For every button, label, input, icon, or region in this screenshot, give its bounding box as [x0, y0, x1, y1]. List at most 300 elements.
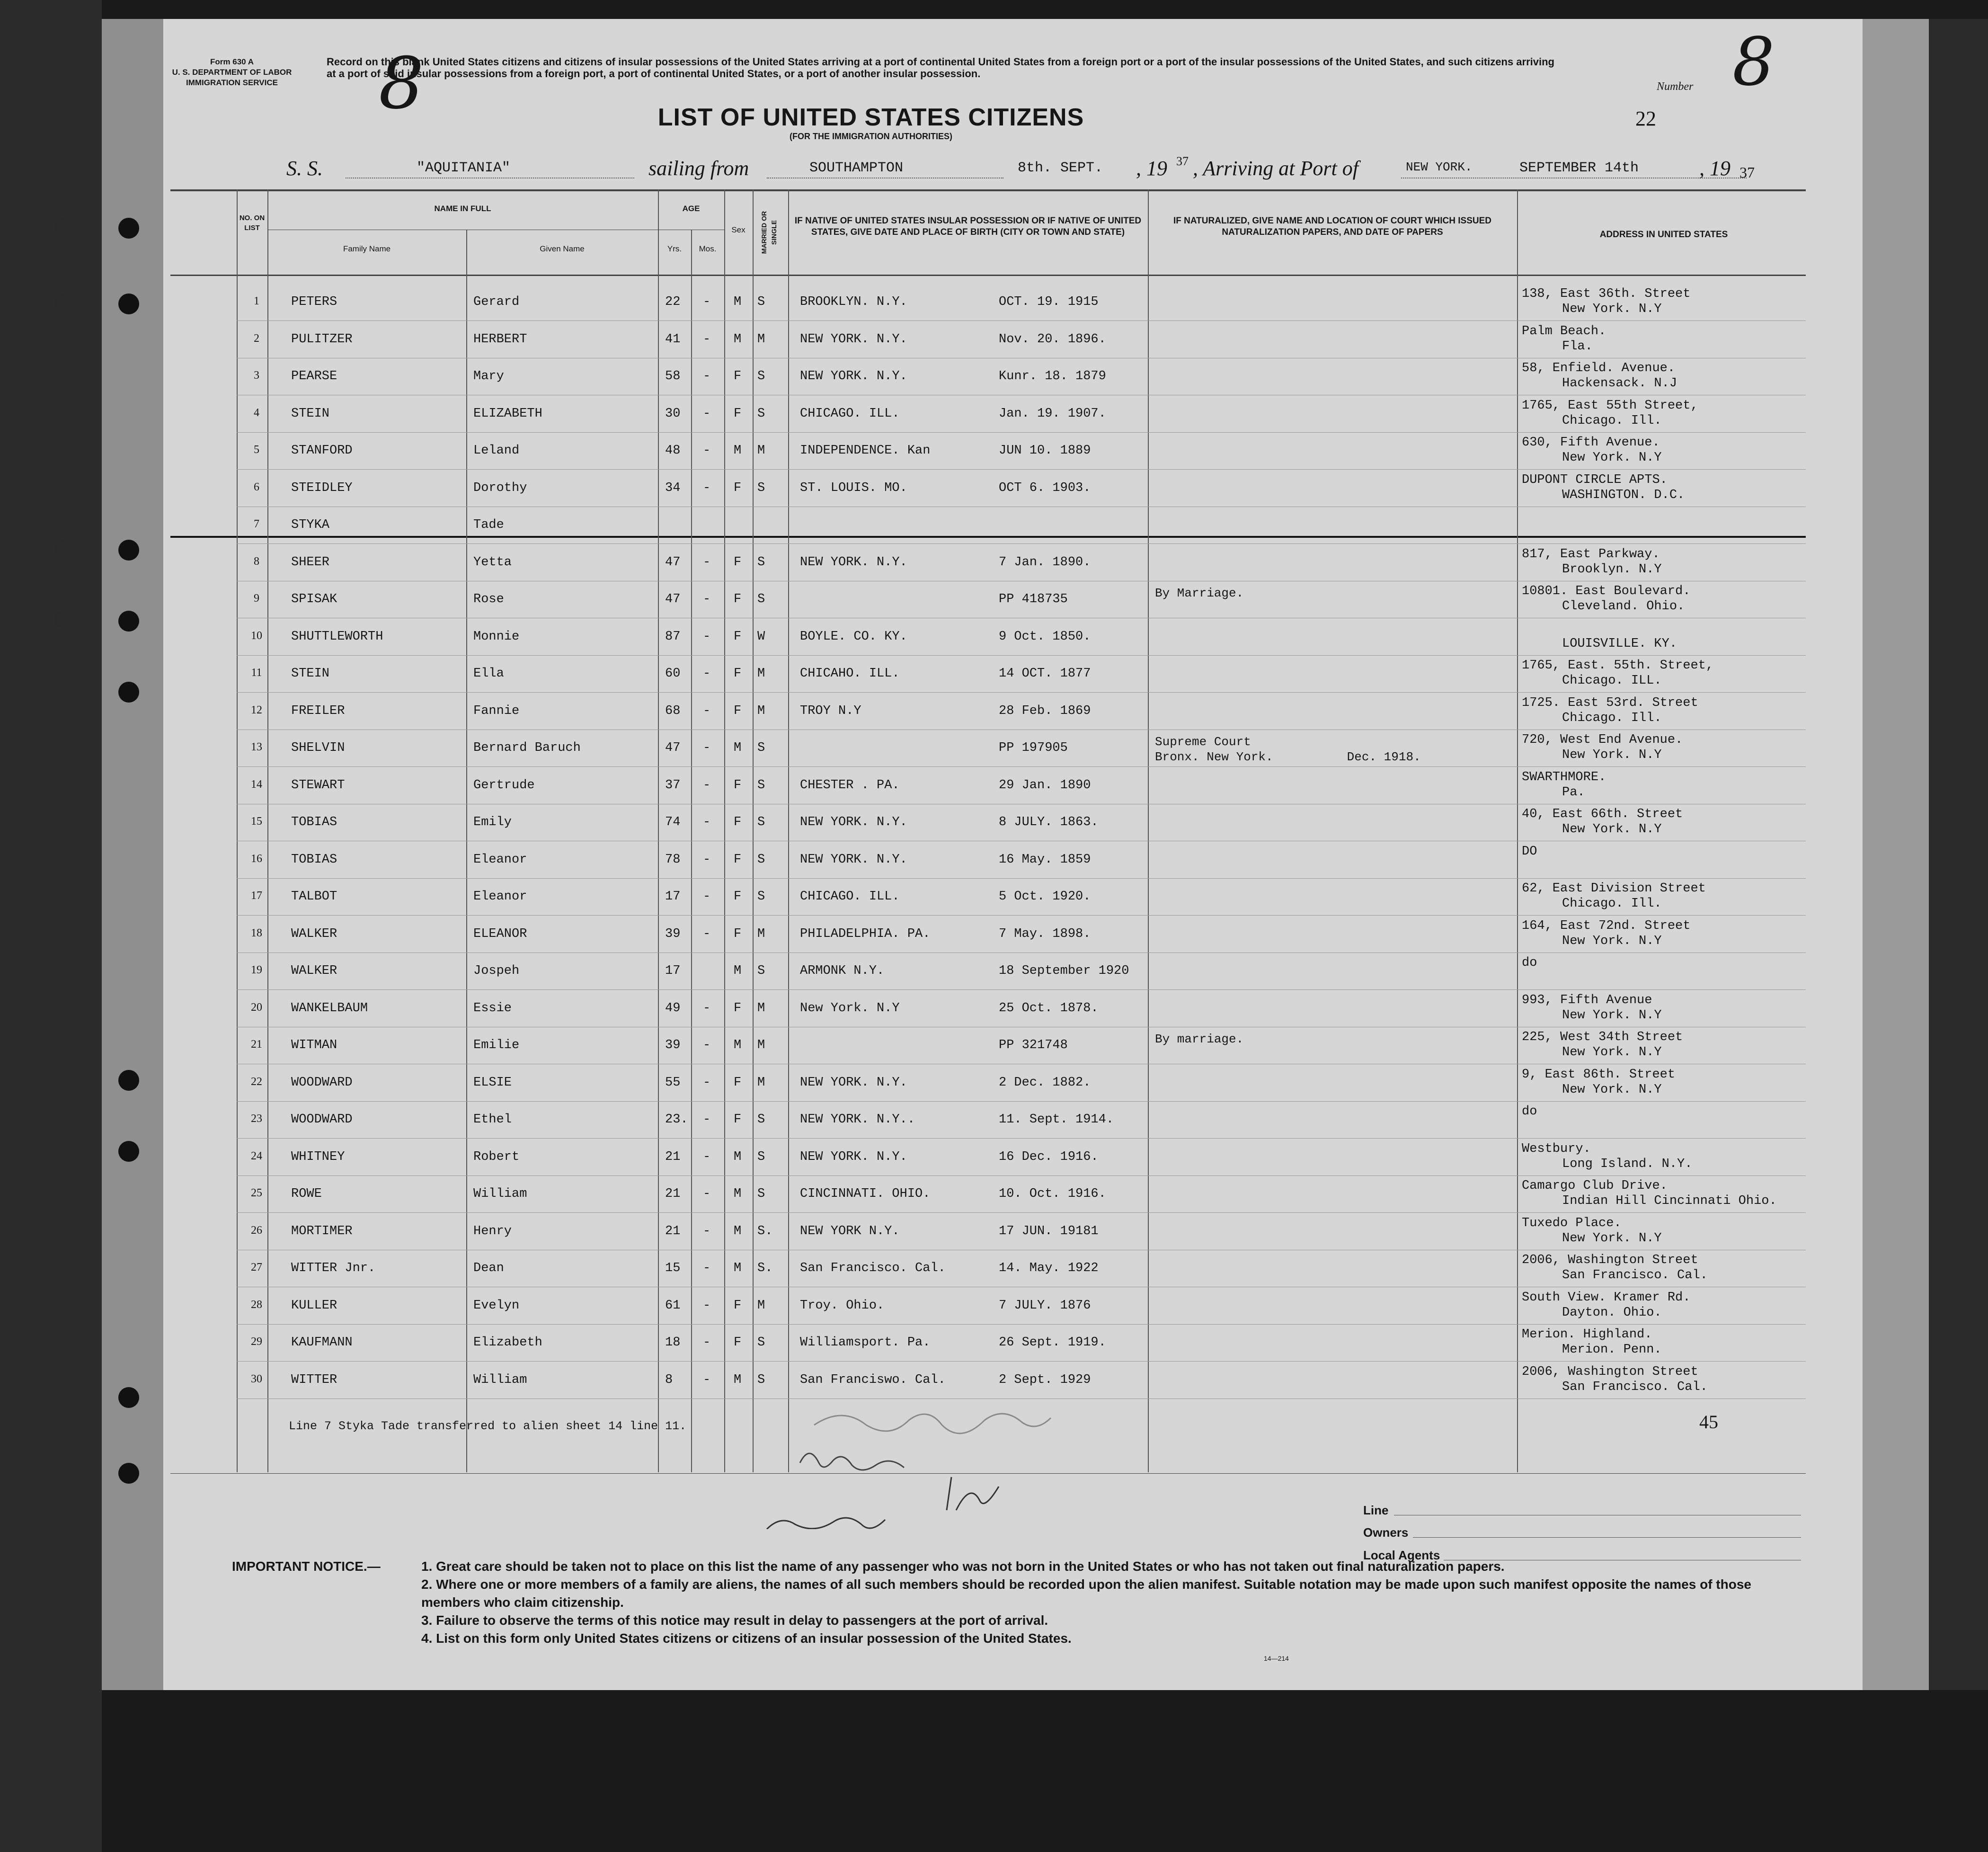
birth-date: 14. May. 1922 [999, 1261, 1099, 1275]
sex: M [734, 964, 742, 978]
birth-place: NEW YORK. N.Y. [800, 815, 907, 829]
age-months: - [703, 703, 711, 718]
age-years: 37 [665, 778, 681, 792]
punched-margin-strip [102, 19, 163, 1690]
punch-hole [118, 1141, 139, 1162]
address-line-2: Fla. [1562, 339, 1593, 354]
birth-date: 18 September 1920 [999, 964, 1129, 978]
col-rule [691, 230, 692, 1472]
family-name: WALKER [291, 964, 337, 978]
binder-background [0, 0, 102, 1852]
family-name: SHELVIN [291, 741, 345, 755]
age-months: - [703, 667, 711, 681]
row-number: 18 [251, 926, 262, 939]
birth-date: 11. Sept. 1914. [999, 1113, 1114, 1127]
punch-hole [118, 540, 139, 561]
address-line-2: New York. N.Y [1562, 1008, 1662, 1023]
notice-item: 3. Failure to observe the terms of this notice may result in delay to passengers at the port of arrival. [421, 1613, 1048, 1628]
sheet-edge-right [1863, 19, 1929, 1690]
transfer-note: Line 7 Styka Tade transferred to alien sheet 14 line 11. [289, 1419, 687, 1433]
header-given-name: Given Name [540, 244, 585, 253]
sex: F [734, 481, 742, 495]
sex: F [734, 926, 742, 941]
birth-place: CHICAGO. ILL. [800, 890, 900, 904]
arrival-port: NEW YORK. [1406, 160, 1473, 174]
given-name: Tade [473, 518, 504, 532]
sailing-year-prefix: , 19 [1136, 157, 1167, 180]
age-years: 47 [665, 592, 681, 606]
birth-date: PP 321748 [999, 1038, 1068, 1052]
birth-place: ST. LOUIS. MO. [800, 481, 907, 495]
age-months: - [703, 592, 711, 606]
punch-hole [118, 294, 139, 314]
birth-date: Nov. 20. 1896. [999, 332, 1106, 347]
header-no-on-list: NO. ON LIST [239, 214, 265, 232]
sailing-year-suffix: 37 [1176, 154, 1189, 168]
marital-status: S [757, 369, 765, 383]
sex: F [734, 1298, 742, 1313]
birth-date: OCT 6. 1903. [999, 481, 1091, 495]
marital-status: S [757, 481, 765, 495]
row-rule [237, 1175, 1806, 1176]
marital-status: S [757, 1149, 765, 1164]
row-number: 5 [254, 444, 259, 456]
marital-status: M [757, 1298, 765, 1313]
header-family-name: Family Name [343, 244, 391, 253]
family-name: SHEER [291, 555, 330, 570]
birth-date: 7 May. 1898. [999, 926, 1091, 941]
family-name: TALBOT [291, 890, 337, 904]
page-title: LIST OF UNITED STATES CITIZENS [657, 104, 1084, 131]
birth-date: 14 OCT. 1877 [999, 667, 1091, 681]
birth-place: NEW YORK. N.Y. [800, 369, 907, 383]
sex: F [734, 555, 742, 570]
address-line-2: Pa. [1562, 785, 1585, 800]
age-months: - [703, 555, 711, 570]
row-rule [237, 1324, 1806, 1325]
address-line-1: 138, East 36th. Street [1522, 287, 1691, 301]
given-name: Ethel [473, 1113, 512, 1127]
birth-place: CHICAHO. ILL. [800, 667, 900, 681]
address-line-2: Cleveland. Ohio. [1562, 599, 1685, 614]
birth-date: Jan. 19. 1907. [999, 406, 1106, 421]
given-name: Essie [473, 1001, 512, 1015]
punch-hole [54, 611, 69, 628]
row-number: 11 [251, 667, 262, 679]
address-line-1: Palm Beach. [1522, 324, 1606, 338]
address-line-1: 225, West 34th Street [1522, 1030, 1683, 1044]
given-name: Fannie [473, 703, 520, 718]
given-name: Evelyn [473, 1298, 520, 1313]
address-line-1: 817, East Parkway. [1522, 547, 1660, 561]
col-rule [1148, 189, 1149, 1472]
naturalization: By marriage. [1155, 1032, 1244, 1046]
birth-place: NEW YORK. N.Y. [800, 852, 907, 867]
address-line-1: 630, Fifth Avenue. [1522, 436, 1660, 450]
header-married-single: MARRIED OR SINGLE [760, 211, 778, 254]
age-years: 18 [665, 1336, 681, 1350]
row-number: 9 [254, 592, 259, 605]
family-name: TOBIAS [291, 852, 337, 867]
family-name: PETERS [291, 295, 337, 309]
marital-status: W [757, 629, 765, 644]
row-number: 22 [251, 1075, 262, 1088]
ss-label: S. S. [286, 157, 323, 180]
col-rule [1517, 189, 1518, 1472]
family-name: WOODWARD [291, 1075, 353, 1090]
address-line-2: Chicago. Ill. [1562, 711, 1662, 725]
page-subtitle: (FOR THE IMMIGRATION AUTHORITIES) [790, 132, 952, 141]
given-name: Eleanor [473, 890, 527, 904]
address-line-2: Chicago. ILL. [1562, 674, 1662, 688]
family-name: WANKELBAUM [291, 1001, 368, 1015]
family-name: WITMAN [291, 1038, 337, 1052]
address-line-1: DO [1522, 844, 1537, 859]
birth-date: PP 197905 [999, 741, 1068, 755]
age-years: 21 [665, 1149, 681, 1164]
given-name: Dean [473, 1261, 504, 1275]
sex: F [734, 667, 742, 681]
birth-place: BROOKLYN. N.Y. [800, 295, 907, 309]
address-line-1: do [1522, 956, 1537, 970]
given-name: Mary [473, 369, 504, 383]
row-number: 21 [251, 1038, 262, 1051]
age-years: 74 [665, 815, 681, 829]
header-bottom-rule [170, 275, 1806, 276]
family-name: STEIDLEY [291, 481, 353, 495]
address-line-1: DUPONT CIRCLE APTS. [1522, 472, 1668, 487]
col-rule [753, 189, 754, 1472]
age-months: - [703, 629, 711, 644]
birth-date: 10. Oct. 1916. [999, 1187, 1106, 1201]
given-name: Leland [473, 444, 520, 458]
row-number: 3 [254, 369, 259, 382]
age-years: 17 [665, 890, 681, 904]
given-name: Emily [473, 815, 512, 829]
age-years: 78 [665, 852, 681, 867]
col-rule [724, 189, 725, 1472]
punch-hole [118, 218, 139, 239]
age-years: 17 [665, 964, 681, 978]
address-line-1: 720, West End Avenue. [1522, 733, 1683, 747]
sex: F [734, 778, 742, 792]
row-number: 20 [251, 1001, 262, 1014]
family-name: MORTIMER [291, 1224, 353, 1238]
address-line-2: New York. N.Y [1562, 1231, 1662, 1246]
row-number: 26 [251, 1224, 262, 1237]
sex: M [734, 444, 742, 458]
col-rule [788, 189, 789, 1472]
family-name: STEIN [291, 406, 330, 421]
header-address: ADDRESS IN UNITED STATES [1599, 230, 1728, 240]
given-name: ELEANOR [473, 926, 527, 941]
given-name: William [473, 1187, 527, 1201]
address-line-1: Tuxedo Place. [1522, 1216, 1622, 1230]
address-line-2: Hackensack. N.J [1562, 376, 1677, 391]
header-yrs: Yrs. [667, 244, 682, 253]
given-name: Robert [473, 1149, 520, 1164]
birth-place: TROY N.Y [800, 703, 861, 718]
age-months: - [703, 406, 711, 421]
sex: M [734, 741, 742, 755]
row-rule [237, 692, 1806, 693]
sex: F [734, 629, 742, 644]
address-line-2: New York. N.Y [1562, 1082, 1662, 1097]
given-name: Rose [473, 592, 504, 606]
address-line-1: 164, East 72nd. Street [1522, 918, 1691, 933]
marital-status: M [757, 332, 765, 347]
birth-place: INDEPENDENCE. Kan [800, 444, 931, 458]
birth-date: 16 Dec. 1916. [999, 1149, 1099, 1164]
age-years: 49 [665, 1001, 681, 1015]
age-months: - [703, 295, 711, 309]
birth-date: 25 Oct. 1878. [999, 1001, 1099, 1015]
age-years: 22 [665, 295, 681, 309]
row-number: 16 [251, 852, 262, 865]
age-months: - [703, 481, 711, 495]
birth-date: Kunr. 18. 1879 [999, 369, 1106, 383]
marital-status: M [757, 1038, 765, 1052]
row-number: 14 [251, 778, 262, 791]
age-years: 68 [665, 703, 681, 718]
address-line-2: Brooklyn. N.Y [1562, 562, 1662, 577]
punch-hole [118, 1463, 139, 1484]
row-rule [237, 432, 1806, 433]
address-line-1: do [1522, 1104, 1537, 1119]
age-years: 48 [665, 444, 681, 458]
birth-place: NEW YORK. N.Y.. [800, 1113, 915, 1127]
age-months: - [703, 444, 711, 458]
row-number: 17 [251, 890, 262, 902]
age-months: - [703, 1298, 711, 1313]
age-months: - [703, 890, 711, 904]
marital-status: S [757, 1336, 765, 1350]
family-name: WALKER [291, 926, 337, 941]
number-value: 8 [1732, 24, 1775, 101]
age-years: 61 [665, 1298, 681, 1313]
birth-date: 17 JUN. 19181 [999, 1224, 1099, 1238]
age-years: 23. [665, 1113, 688, 1127]
family-name: WHITNEY [291, 1149, 345, 1164]
sex: M [734, 1372, 742, 1387]
age-months: - [703, 1261, 711, 1275]
sex: F [734, 1001, 742, 1015]
col-rule [658, 189, 659, 1472]
address-line-1: 40, East 66th. Street [1522, 807, 1683, 821]
row-rule [237, 1212, 1806, 1213]
marital-status: S. [757, 1261, 773, 1275]
age-months: - [703, 1336, 711, 1350]
birth-date: 8 JULY. 1863. [999, 815, 1099, 829]
arriving-label: , Arriving at Port of [1193, 157, 1358, 180]
birth-date: 2 Dec. 1882. [999, 1075, 1091, 1090]
age-months: - [703, 1372, 711, 1387]
age-years: 15 [665, 1261, 681, 1275]
row-rule [237, 766, 1806, 767]
sex: M [734, 332, 742, 347]
row-number: 24 [251, 1149, 262, 1162]
birth-place: NEW YORK. N.Y. [800, 1075, 907, 1090]
age-years: 55 [665, 1075, 681, 1090]
given-name: Gerard [473, 295, 520, 309]
address-line-2: New York. N.Y [1562, 748, 1662, 762]
birth-place: ARMONK N.Y. [800, 964, 885, 978]
marital-status: S. [757, 1224, 773, 1238]
birth-place: San Francisco. Cal. [800, 1261, 946, 1275]
age-months: - [703, 926, 711, 941]
address-line-1: 993, Fifth Avenue [1522, 993, 1652, 1007]
punch-hole [54, 294, 69, 311]
marital-status: S [757, 295, 765, 309]
marital-status: S [757, 555, 765, 570]
marital-status: S [757, 592, 765, 606]
row-number: 13 [251, 741, 262, 753]
row-number: 6 [254, 481, 259, 493]
family-name: WITTER Jnr. [291, 1261, 376, 1275]
address-line-2: New York. N.Y [1562, 451, 1662, 465]
address-line-2: WASHINGTON. D.C. [1562, 488, 1685, 502]
birth-date: 9 Oct. 1850. [999, 629, 1091, 644]
punch-hole [118, 682, 139, 703]
birth-date: PP 418735 [999, 592, 1068, 606]
row-rule [237, 469, 1806, 470]
sex: F [734, 1075, 742, 1090]
sex: F [734, 1336, 742, 1350]
birth-place: NEW YORK N.Y. [800, 1224, 900, 1238]
marital-status: M [757, 667, 765, 681]
age-years: 34 [665, 481, 681, 495]
address-line-1: Camargo Club Drive. [1522, 1179, 1668, 1193]
address-line-1: South View. Kramer Rd. [1522, 1290, 1691, 1305]
header-sex: Sex [731, 225, 746, 234]
address-line-2: Dayton. Ohio. [1562, 1305, 1662, 1320]
marital-status: M [757, 444, 765, 458]
family-name: STYKA [291, 518, 330, 532]
marital-status: S [757, 964, 765, 978]
marital-status: S [757, 741, 765, 755]
address-line-1: 1725. East 53rd. Street [1522, 695, 1698, 710]
marital-status: S [757, 406, 765, 421]
age-years: 30 [665, 406, 681, 421]
sex: F [734, 703, 742, 718]
age-months: - [703, 1001, 711, 1015]
family-name: FREILER [291, 703, 345, 718]
age-years: 47 [665, 555, 681, 570]
address-line-1: 62, East Division Street [1522, 881, 1706, 896]
header-name-in-full: NAME IN FULL [434, 204, 491, 213]
notice-heading: IMPORTANT NOTICE.— [232, 1559, 381, 1574]
family-name: PEARSE [291, 369, 337, 383]
marital-status: S [757, 1113, 765, 1127]
family-name: SHUTTLEWORTH [291, 629, 383, 644]
address-line-1: Merion. Highland. [1522, 1327, 1652, 1342]
birth-date: OCT. 19. 1915 [999, 295, 1099, 309]
marital-status: M [757, 926, 765, 941]
address-line-1: 58, Enfield. Avenue. [1522, 361, 1676, 375]
line-label: Line [1363, 1503, 1389, 1517]
birth-date: 16 May. 1859 [999, 852, 1091, 867]
row-rule [237, 989, 1806, 990]
birth-place: Troy. Ohio. [800, 1298, 885, 1313]
birth-date: 26 Sept. 1919. [999, 1336, 1106, 1350]
birth-place: NEW YORK. N.Y. [800, 332, 907, 347]
row-number: 25 [251, 1187, 262, 1199]
age-years: 60 [665, 667, 681, 681]
notice-item: 1. Great care should be taken not to place on this list the name of any passenger who was not born in the United States or who has not taken out final naturalization papers. [421, 1559, 1505, 1574]
family-name: KULLER [291, 1298, 337, 1313]
header-age: AGE [682, 204, 700, 213]
table-top-rule [170, 189, 1806, 191]
sex: M [734, 295, 742, 309]
address-line-2: Merion. Penn. [1562, 1343, 1662, 1357]
birth-place: PHILADELPHIA. PA. [800, 926, 931, 941]
age-years: 41 [665, 332, 681, 347]
address-line-2: Indian Hill Cincinnati Ohio. [1562, 1194, 1777, 1208]
marital-status: S [757, 1187, 765, 1201]
family-name: PULITZER [291, 332, 353, 347]
age-months: - [703, 778, 711, 792]
owners-rule [1413, 1537, 1801, 1538]
age-years: 58 [665, 369, 681, 383]
row-rule [237, 1101, 1806, 1102]
birth-place: CHESTER . PA. [800, 778, 900, 792]
birth-date: 7 Jan. 1890. [999, 555, 1091, 570]
age-years: 87 [665, 629, 681, 644]
punch-hole [54, 540, 69, 557]
local-agents-label: Local Agents [1363, 1548, 1440, 1562]
row-number: 2 [254, 332, 259, 345]
birth-place: CINCINNATI. OHIO. [800, 1187, 931, 1201]
row-number: 29 [251, 1336, 262, 1348]
sex: F [734, 1113, 742, 1127]
header-birth: IF NATIVE OF UNITED STATES INSULAR POSSESSION OR IF NATIVE OF UNITED STATES, GIVE DATE AND PLACE OF BIRTH (CITY OR TOWN AND STATE) [794, 216, 1142, 237]
sailing-from-port: SOUTHAMPTON [809, 160, 904, 176]
sex: F [734, 592, 742, 606]
row-rule [237, 655, 1806, 656]
row-number: 8 [254, 555, 259, 568]
given-name: ELSIE [473, 1075, 512, 1090]
row-number: 28 [251, 1298, 262, 1311]
punch-hole [118, 1387, 139, 1408]
age-months: - [703, 1075, 711, 1090]
arrival-date: SEPTEMBER 14th [1519, 160, 1639, 176]
total-handwritten: 45 [1699, 1411, 1718, 1433]
row-number: 12 [251, 703, 262, 716]
address-line-2: New York. N.Y [1562, 1045, 1662, 1060]
row-number: 1 [254, 295, 259, 307]
naturalization: Supreme Court Bronx. New York. Dec. 1918. [1155, 735, 1421, 764]
age-years: 21 [665, 1224, 681, 1238]
row-rule [237, 915, 1806, 916]
given-name: Yetta [473, 555, 512, 570]
given-name: Ella [473, 667, 504, 681]
sex: M [734, 1149, 742, 1164]
sex: F [734, 890, 742, 904]
family-name: ROWE [291, 1187, 322, 1201]
sex: M [734, 1261, 742, 1275]
sex: F [734, 852, 742, 867]
age-months: - [703, 1187, 711, 1201]
address-line-2: New York. N.Y [1562, 302, 1662, 316]
row-rule [237, 1361, 1806, 1362]
marital-status: S [757, 778, 765, 792]
given-name: Dorothy [473, 481, 527, 495]
col-rule [466, 230, 467, 1472]
arrival-year-suffix: 37 [1740, 164, 1755, 181]
address-line-2: San Francisco. Cal. [1562, 1268, 1708, 1282]
owners-label: Owners [1363, 1525, 1409, 1540]
address-line-1: 2006, Washington Street [1522, 1253, 1698, 1267]
